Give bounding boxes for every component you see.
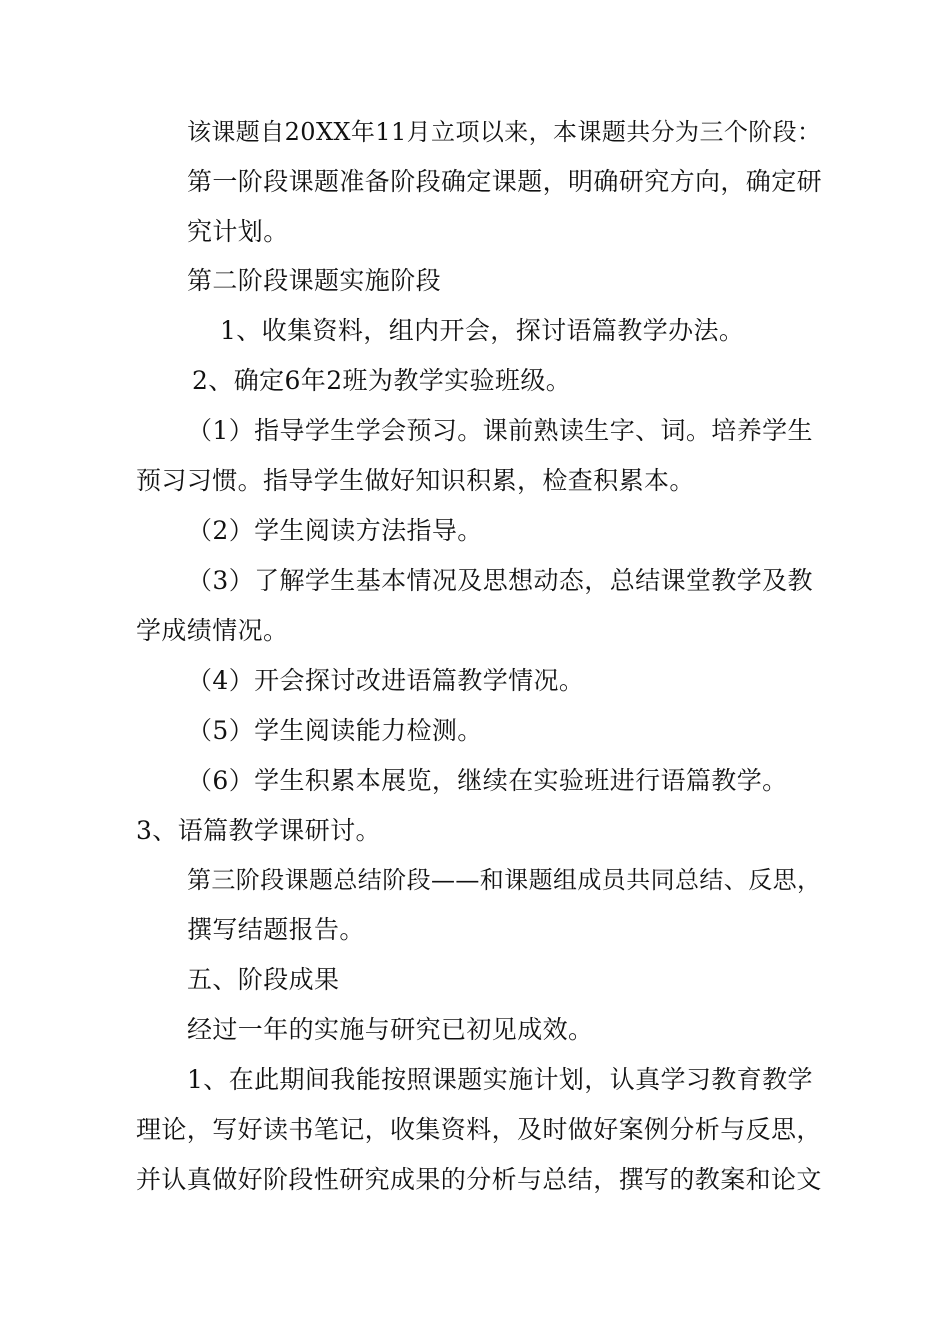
text-line: 第一阶段课题准备阶段确定课题，明确研究方向，确定研 — [187, 167, 823, 196]
text-line: （4）开会探讨改进语篇教学情况。 — [187, 666, 585, 695]
text-line: 五、阶段成果 — [187, 965, 340, 994]
text-line: 3、语篇教学课研讨。 — [136, 816, 381, 845]
text-line: 第二阶段课题实施阶段 — [187, 266, 442, 295]
text-line: （1）指导学生学会预习。课前熟读生字、词。培养学生 — [187, 416, 813, 445]
text-line: （2）学生阅读方法指导。 — [187, 516, 483, 545]
text-line: 该课题自20XX年11月立项以来，本课题共分为三个阶段： — [187, 118, 822, 146]
text-line: （6）学生积累本展览，继续在实验班进行语篇教学。 — [187, 766, 788, 795]
text-line: 经过一年的实施与研究已初见成效。 — [187, 1015, 594, 1044]
text-line: 理论，写好读书笔记，收集资料，及时做好案例分析与反思， — [136, 1115, 822, 1144]
text-line: 2、确定6年2班为教学实验班级。 — [192, 366, 572, 395]
text-line: 学成绩情况。 — [136, 616, 289, 645]
text-line: 第三阶段课题总结阶段——和课题组成员共同总结、反思， — [187, 866, 822, 894]
text-line: 究计划。 — [187, 217, 289, 246]
text-line: （3）了解学生基本情况及思想动态，总结课堂教学及教 — [187, 566, 813, 595]
text-line: 1、收集资料，组内开会，探讨语篇教学办法。 — [220, 316, 745, 345]
text-line: 撰写结题报告。 — [187, 915, 365, 944]
text-line: （5）学生阅读能力检测。 — [187, 716, 483, 745]
text-line: 1、在此期间我能按照课题实施计划，认真学习教育教学 — [187, 1065, 813, 1094]
text-line: 预习习惯。指导学生做好知识积累，检查积累本。 — [136, 466, 695, 495]
text-line: 并认真做好阶段性研究成果的分析与总结，撰写的教案和论文 — [136, 1165, 822, 1194]
